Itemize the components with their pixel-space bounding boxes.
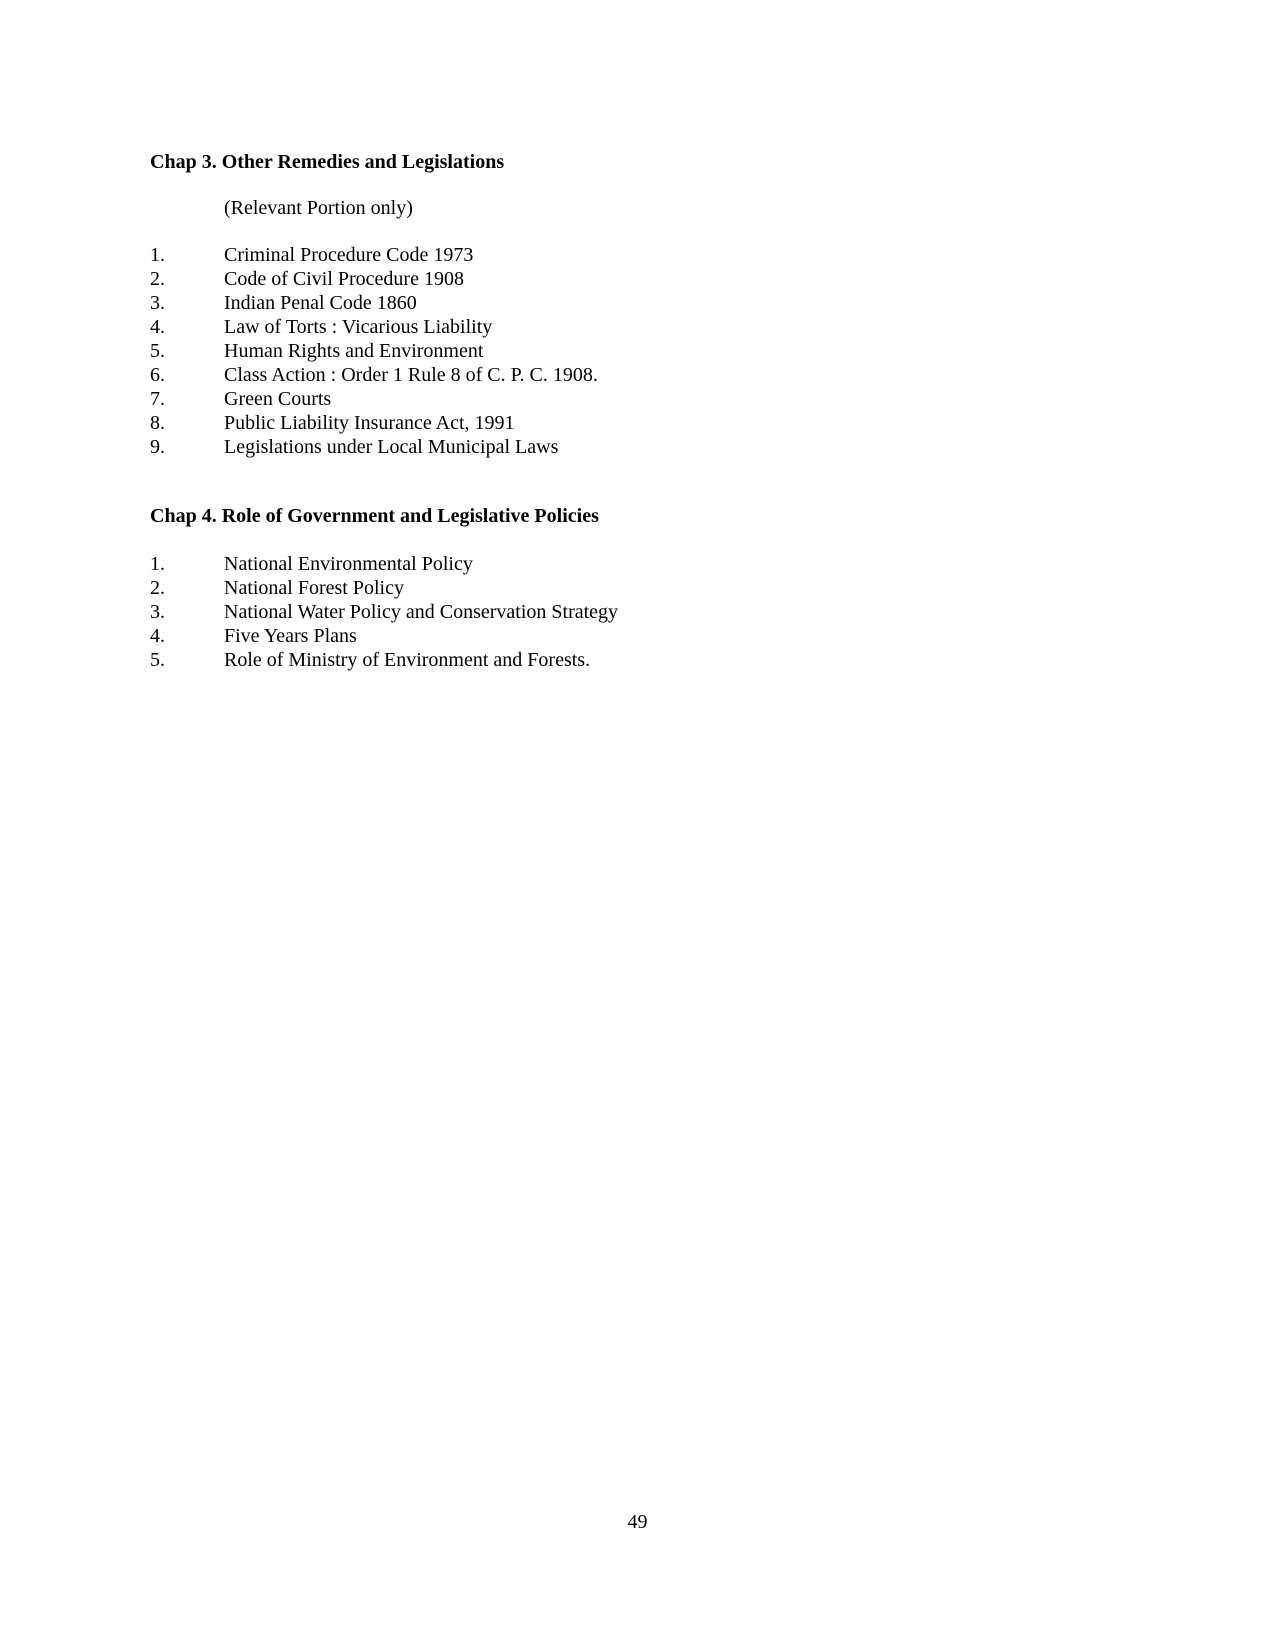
item-text: National Environmental Policy [224,553,473,575]
chapter-4-heading: Chap 4. Role of Government and Legislative Policies [150,505,599,527]
item-text: Class Action : Order 1 Rule 8 of C. P. C. 1908. [224,364,598,386]
item-number: 3. [150,601,165,623]
item-text: Role of Ministry of Environment and Forests. [224,649,591,671]
item-text: Legislations under Local Municipal Laws [224,436,559,458]
item-number: 9. [150,436,165,458]
item-number: 4. [150,625,165,647]
item-text: Five Years Plans [224,625,357,647]
item-number: 3. [150,292,165,314]
page-number: 49 [627,1511,648,1533]
item-number: 1. [150,244,165,266]
item-text: Code of Civil Procedure 1908 [224,268,464,290]
item-text: Green Courts [224,388,332,410]
item-number: 4. [150,316,165,338]
item-number: 5. [150,649,165,671]
item-text: National Forest Policy [224,577,404,599]
item-number: 6. [150,364,165,386]
chapter-3-note: (Relevant Portion only) [224,197,413,219]
item-text: Law of Torts : Vicarious Liability [224,316,493,338]
item-number: 8. [150,412,165,434]
item-text: National Water Policy and Conservation Strategy [224,601,619,623]
chapter-3-heading: Chap 3. Other Remedies and Legislations [150,151,505,173]
item-text: Indian Penal Code 1860 [224,292,417,314]
item-number: 2. [150,268,165,290]
item-text: Criminal Procedure Code 1973 [224,244,474,266]
item-text: Public Liability Insurance Act, 1991 [224,412,515,434]
item-number: 5. [150,340,165,362]
item-number: 7. [150,388,165,410]
item-number: 1. [150,553,165,575]
item-number: 2. [150,577,165,599]
item-text: Human Rights and Environment [224,340,484,362]
